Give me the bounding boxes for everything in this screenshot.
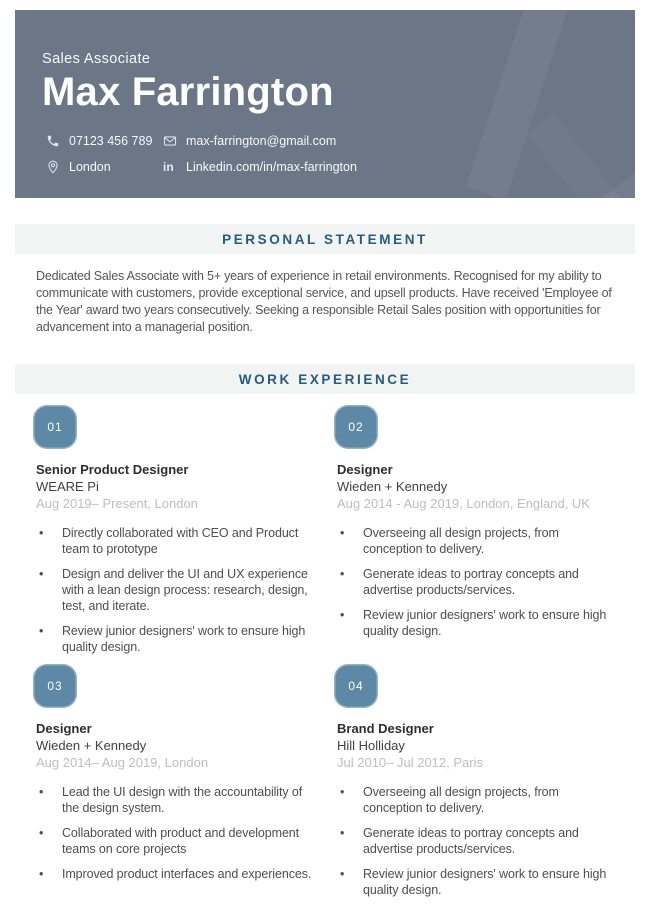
candidate-name: Max Farrington xyxy=(42,70,334,114)
contact-linkedin[interactable] xyxy=(163,160,635,174)
company-name: Wieden + Kennedy xyxy=(337,479,448,494)
section-title: WORK EXPERIENCE xyxy=(238,371,412,387)
bullet-item: • Review junior designers' work to ensure high quality design. xyxy=(337,866,614,898)
entry-number-badge xyxy=(334,664,378,708)
entry-number: 03 xyxy=(47,679,63,693)
phone-icon xyxy=(46,134,60,148)
bullet-item: • Review junior designers' work to ensure high quality design. xyxy=(36,623,313,655)
company-name: Wieden + Kennedy xyxy=(36,738,147,753)
job-bullet-list xyxy=(36,784,313,882)
bullet-item: • Lead the UI design with the accountability of the design system. xyxy=(36,784,313,816)
experience-entry-1 xyxy=(36,405,313,664)
email-icon xyxy=(163,134,177,148)
contact-location xyxy=(46,160,163,174)
entry-number: 04 xyxy=(348,679,364,693)
bullet-item: • Directly collaborated with CEO and Product team to prototype xyxy=(36,525,313,557)
bullet-item: • Generate ideas to portray concepts and advertise products/services. xyxy=(337,566,614,598)
phone-value: 07123 456 789 xyxy=(69,134,153,148)
header xyxy=(15,10,635,198)
bullet-item: • Overseeing all design projects, from conception to delivery. xyxy=(337,784,614,816)
job-title: Senior Product Designer xyxy=(36,462,189,477)
linkedin-icon: in xyxy=(163,160,174,174)
bullet-item: • Overseeing all design projects, from conception to delivery. xyxy=(337,525,614,557)
job-title: Designer xyxy=(36,721,92,736)
job-role-subtitle: Sales Associate xyxy=(42,51,151,67)
job-dates: Aug 2014 - Aug 2019, London, England, UK xyxy=(337,496,590,511)
bullet-item: • Collaborated with product and development teams on core projects xyxy=(36,825,313,857)
job-bullet-list xyxy=(337,784,614,898)
linkedin-value[interactable]: Linkedin.com/in/max-farrington xyxy=(186,160,357,174)
section-title: PERSONAL STATEMENT xyxy=(222,231,428,247)
job-dates: Aug 2014– Aug 2019, London xyxy=(36,755,209,770)
entry-number-badge xyxy=(33,405,77,449)
bullet-item: • Generate ideas to portray concepts and advertise products/services. xyxy=(337,825,614,857)
company-name: Hill Holliday xyxy=(337,738,405,753)
bullet-item: • Improved product interfaces and experiences. xyxy=(36,866,313,882)
job-bullet-list xyxy=(337,525,614,639)
experience-entry-3 xyxy=(36,664,313,907)
location-icon xyxy=(46,160,60,174)
job-title: Brand Designer xyxy=(337,721,434,736)
contact-info xyxy=(46,128,635,180)
location-value: London xyxy=(69,160,111,174)
contact-phone xyxy=(46,134,163,148)
work-experience-grid xyxy=(36,405,614,907)
job-title: Designer xyxy=(337,462,393,477)
job-dates: Aug 2019– Present, London xyxy=(36,496,198,511)
entry-number: 02 xyxy=(348,420,364,434)
entry-number: 01 xyxy=(47,420,63,434)
entry-number-badge xyxy=(334,405,378,449)
bullet-item: • Design and deliver the UI and UX experience with a lean design process: research, design, test, and iterate. xyxy=(36,566,313,614)
email-value[interactable]: max-farrington@gmail.com xyxy=(186,134,337,148)
experience-entry-4 xyxy=(337,664,614,907)
section-band-work-experience xyxy=(15,364,635,394)
company-name: WEARE Pi xyxy=(36,479,99,494)
bullet-item: • Review junior designers' work to ensure high quality design. xyxy=(337,607,614,639)
entry-number-badge xyxy=(33,664,77,708)
personal-statement-text: Dedicated Sales Associate with 5+ years of experience in retail environments. Recognised for my ability to communicate with customers, provide exceptional service, and upsell products. Have received 'Employee of the Year' award two years consecutively. Seeking a responsible Retail Sales position with opportunities for advancement into a managerial position. xyxy=(36,269,612,334)
section-band-personal-statement xyxy=(15,224,635,254)
experience-entry-2 xyxy=(337,405,614,664)
job-dates: Jul 2010– Jul 2012, Paris xyxy=(337,755,483,770)
contact-email[interactable] xyxy=(163,134,635,148)
job-bullet-list xyxy=(36,525,313,655)
